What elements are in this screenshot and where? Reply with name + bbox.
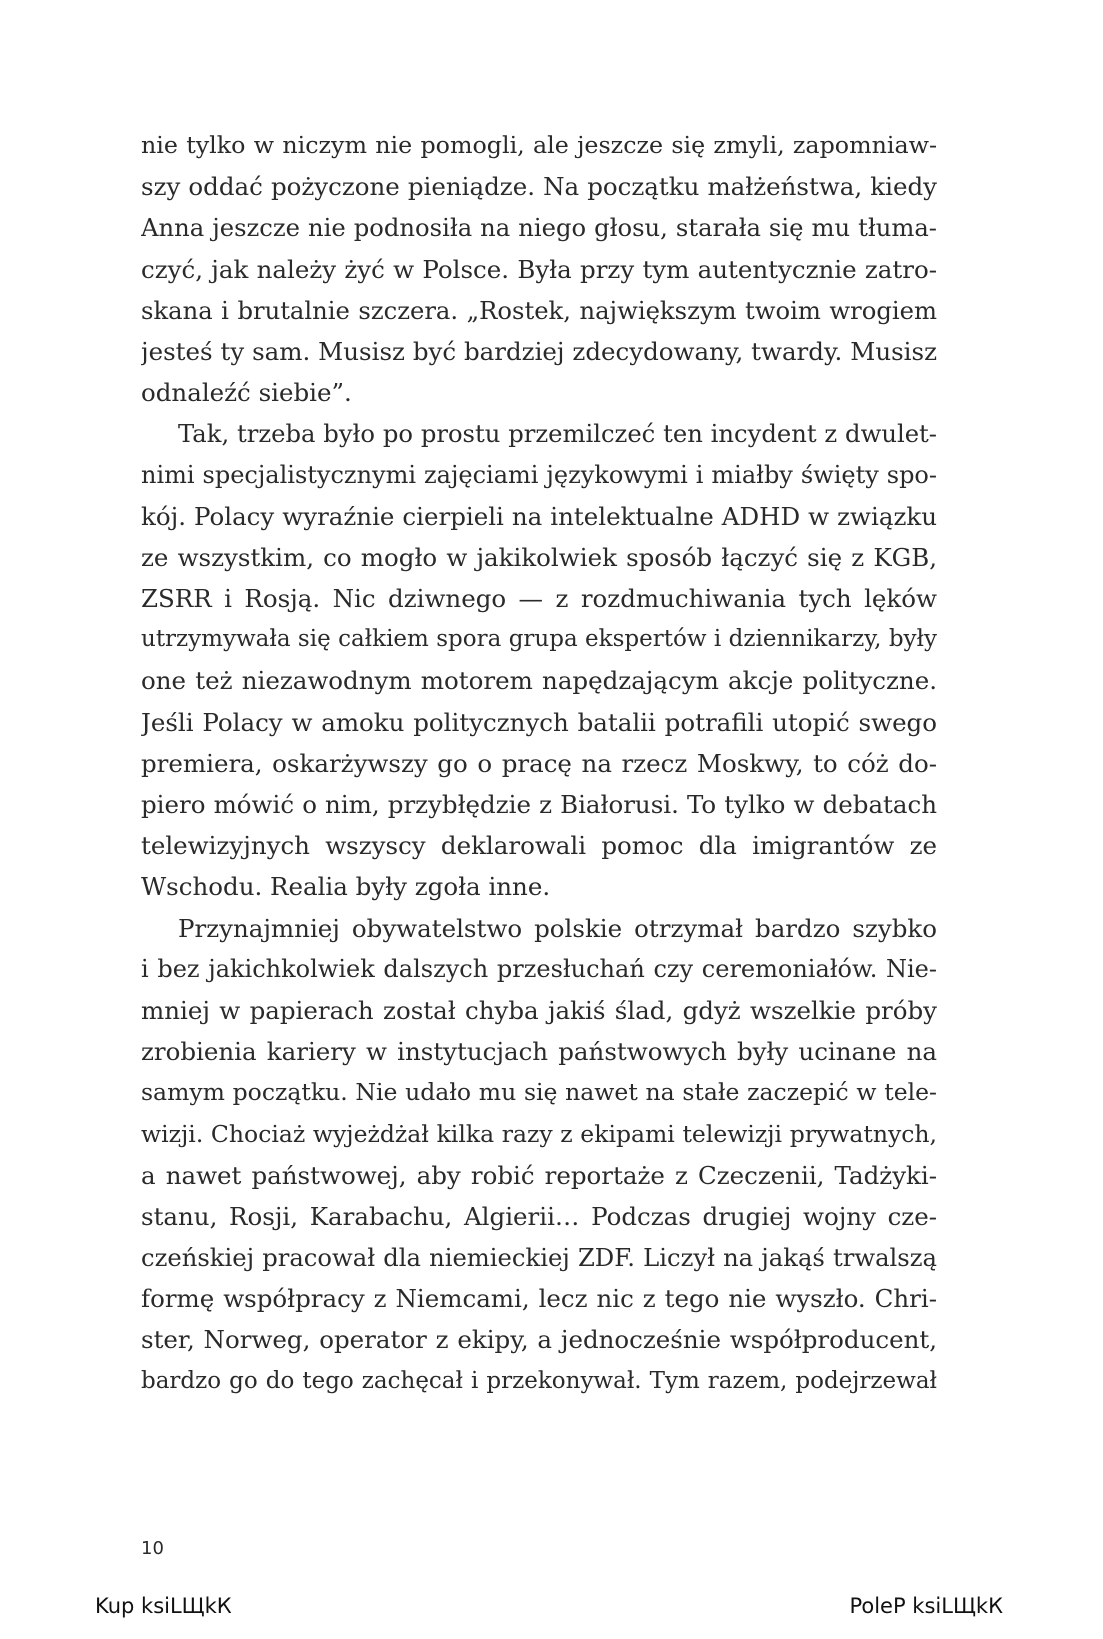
text-line: Anna jeszcze nie podnosiła na niego głosu, starała się mu tłuma- [141,213,937,243]
text-line: samym początku. Nie udało mu się nawet na stałe zaczepić w tele- [141,1078,937,1107]
text-line: Przynajmniej obywatelstwo polskie otrzymał bardzo szybko [178,913,937,943]
text-line: nimi specjalistycznymi zajęciami językowymi i miałby święty spo- [141,460,937,489]
text-line: zrobienia kariery w instytucjach państwowych były ucinane na [141,1037,937,1067]
text-line: wizji. Chociaż wyjeżdżał kilka razy z ekipami telewizji prywatnych, [141,1119,937,1148]
text-line: nie tylko w niczym nie pomogli, ale jeszcze się zmyli, zapomniaw- [141,131,937,159]
text-line: Jeśli Polacy w amoku politycznych batalii potrafili utopić swego [141,707,937,737]
text-line: ZSRR i Rosją. Nic dziwnego — z rozdmuchiwania tych lęków [141,584,937,614]
text-line: utrzymywała się całkiem spora grupa ekspertów i dziennikarzy, były [141,626,937,653]
text-line: czeńskiej pracował dla niemieckiej ZDF. Liczył na jakąś trwalszą [141,1243,937,1273]
text-line: mniej w papierach został chyba jakiś ślad, gdyż wszelkie próby [141,995,937,1025]
text-line: a nawet państwowej, aby robić reportaże z Czeczenii, Tadżyki- [141,1160,937,1190]
text-line: piero mówić o nim, przybłędzie z Białorusi. To tylko w debatach [141,790,937,819]
text-line: Tak, trzeba było po prostu przemilczeć ten incydent z dwulet- [178,419,937,449]
text-line: czyć, jak należy żyć w Polsce. Była przy tym autentycznie zatro- [141,254,937,284]
buy-book-link[interactable]: Kup ksiLЩkК [95,1594,232,1618]
text-line: jesteś ty sam. Musisz być bardziej zdecydowany, twardy. Musisz [141,336,937,366]
text-line: szy oddać pożyczone pieniądze. Na początku małżeństwa, kiedy [141,172,937,202]
text-line: kój. Polacy wyraźnie cierpieli na intelektualne ADHD w związku [141,501,937,531]
body-text [141,125,937,1402]
page-number: 10 [141,1538,164,1559]
text-line: odnaleźć siebie”. [141,378,352,408]
recommend-book-link[interactable]: PoleP ksiLЩkК [849,1594,1003,1618]
text-line: ster, Norweg, operator z ekipy, a jednocześnie współproducent, [141,1325,937,1355]
text-line: formę współpracy z Niemcami, lecz nic z tego nie wyszło. Chri- [141,1284,937,1314]
text-line: telewizyjnych wszyscy deklarowali pomoc dla imigrantów ze [141,831,937,861]
text-line: one też niezawodnym motorem napędzającym akcje polityczne. [141,666,937,696]
text-line: i bez jakichkolwiek dalszych przesłuchań czy ceremoniałów. Nie- [141,954,937,983]
text-line: skana i brutalnie szczera. „Rostek, największym twoim wrogiem [141,295,937,325]
text-line: stanu, Rosji, Karabachu, Algierii… Podczas drugiej wojny cze- [141,1201,937,1231]
text-line: premiera, oskarżywszy go o pracę na rzecz Moskwy, to cóż do- [141,748,937,778]
text-line: Wschodu. Realia były zgoła inne. [141,872,551,902]
text-line: bardzo go do tego zachęcał i przekonywał. Tym razem, podejrzewał [141,1367,937,1394]
text-line: ze wszystkim, co mogło w jakikolwiek sposób łączyć się z KGB, [141,542,937,572]
